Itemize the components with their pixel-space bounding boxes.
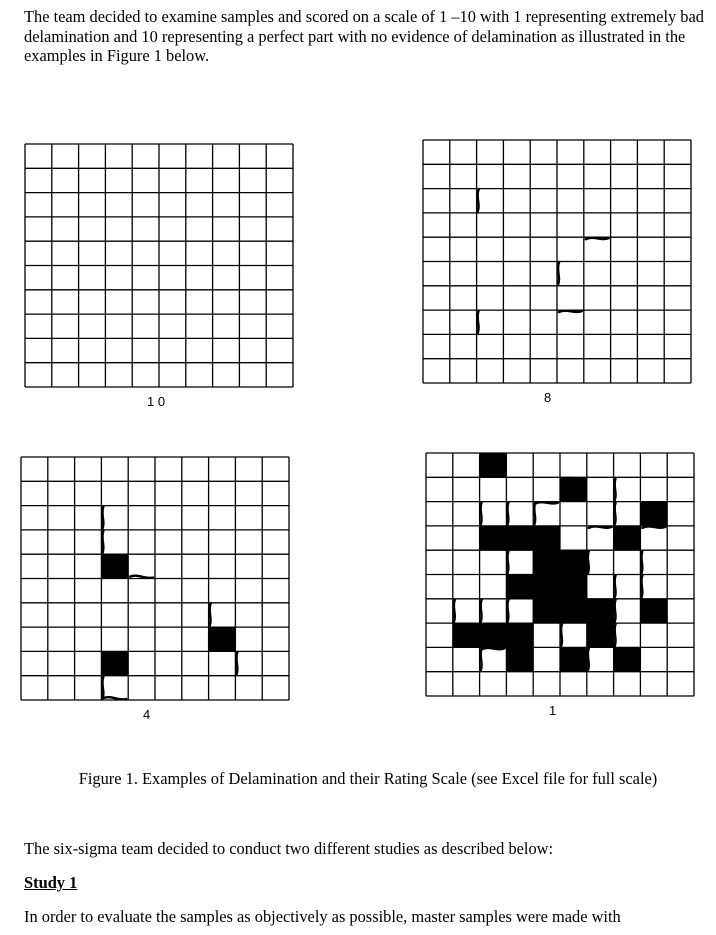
delaminated-cell [101, 651, 128, 675]
delaminated-cell [587, 599, 614, 623]
delamination-grid-rating-10 [24, 143, 294, 388]
delaminated-cell [560, 477, 587, 501]
delaminated-cell [533, 526, 560, 550]
delaminated-cell [506, 575, 533, 599]
delamination-crack-mark [586, 238, 609, 239]
delamination-crack-mark [102, 677, 103, 699]
delaminated-cell [480, 623, 507, 647]
delamination-crack-mark [130, 576, 153, 578]
delaminated-cell [640, 599, 667, 623]
delamination-crack-mark [102, 507, 103, 529]
delamination-crack-mark [481, 600, 482, 622]
delaminated-cell [209, 627, 236, 651]
delamination-crack-mark [478, 190, 479, 212]
delamination-crack-mark [481, 503, 482, 525]
six-sigma-paragraph: The six-sigma team decided to conduct two different studies as described below: [24, 839, 554, 858]
delaminated-cell [533, 550, 560, 574]
delaminated-cell [587, 623, 614, 647]
delamination-crack-mark [615, 478, 616, 500]
delaminated-cell [560, 575, 587, 599]
rating-label-10: 1 0 [147, 394, 166, 409]
delaminated-cell [506, 526, 533, 550]
delaminated-cell [506, 623, 533, 647]
delaminated-cell [480, 526, 507, 550]
delamination-crack-mark [562, 478, 585, 479]
delamination-crack-mark [615, 576, 616, 598]
delamination-crack-mark [588, 648, 589, 670]
delaminated-cell [506, 647, 533, 671]
delamination-grid-rating-8 [422, 139, 692, 384]
delamination-crack-mark [589, 526, 612, 527]
delamination-crack-mark [103, 697, 126, 699]
delamination-crack-mark [615, 503, 616, 525]
delamination-crack-mark [642, 526, 665, 527]
delamination-grid-rating-4 [20, 456, 290, 701]
delamination-crack-mark [507, 551, 508, 573]
delamination-crack-mark [535, 502, 558, 503]
delamination-crack-mark [102, 531, 103, 553]
intro-paragraph: The team decided to examine samples and scored on a scale of 1 –10 with 1 representing extremely bad delamination and 10 representing a perfect part with no evidence of delamination as illustrated in the examples in Figure 1 below. [24, 7, 704, 65]
delamination-crack-mark [588, 551, 589, 573]
delaminated-cell [560, 550, 587, 574]
study-paragraph: In order to evaluate the samples as objectively as possible, master samples were made with [24, 907, 621, 926]
delamination-crack-mark [103, 555, 126, 556]
delamination-crack-mark [454, 600, 455, 622]
figure-caption: Figure 1. Examples of Delamination and their Rating Scale (see Excel file for full scale) [78, 769, 658, 788]
delamination-crack-mark [641, 576, 642, 598]
delamination-crack-mark [534, 503, 535, 525]
delamination-crack-mark [211, 628, 234, 629]
delaminated-cell [101, 554, 128, 578]
delaminated-cell [453, 623, 480, 647]
rating-label-8: 8 [544, 390, 552, 405]
delamination-crack-mark [210, 604, 211, 626]
rating-label-4: 4 [143, 707, 151, 722]
delamination-crack-mark [481, 648, 482, 670]
delamination-crack-mark [482, 648, 505, 649]
delaminated-cell [560, 647, 587, 671]
delamination-crack-mark [507, 600, 508, 622]
delaminated-cell [640, 502, 667, 526]
delaminated-cell [533, 575, 560, 599]
delamination-crack-mark [478, 311, 479, 333]
delaminated-cell [533, 599, 560, 623]
delaminated-cell [614, 526, 641, 550]
delamination-crack-mark [236, 652, 237, 674]
delamination-crack-mark [507, 503, 508, 525]
study-heading: Study 1 [24, 873, 78, 892]
delamination-crack-mark [641, 551, 642, 573]
delamination-crack-mark [642, 502, 665, 503]
delamination-crack-mark [559, 311, 582, 312]
rating-label-1: 1 [549, 703, 557, 718]
delamination-crack-mark [558, 263, 559, 285]
delamination-crack-mark [615, 600, 616, 622]
delaminated-cell [560, 599, 587, 623]
delamination-crack-mark [615, 624, 616, 646]
delamination-crack-mark [561, 624, 562, 646]
delaminated-cell [480, 453, 507, 477]
delaminated-cell [614, 647, 641, 671]
delamination-grid-rating-1 [425, 452, 695, 697]
